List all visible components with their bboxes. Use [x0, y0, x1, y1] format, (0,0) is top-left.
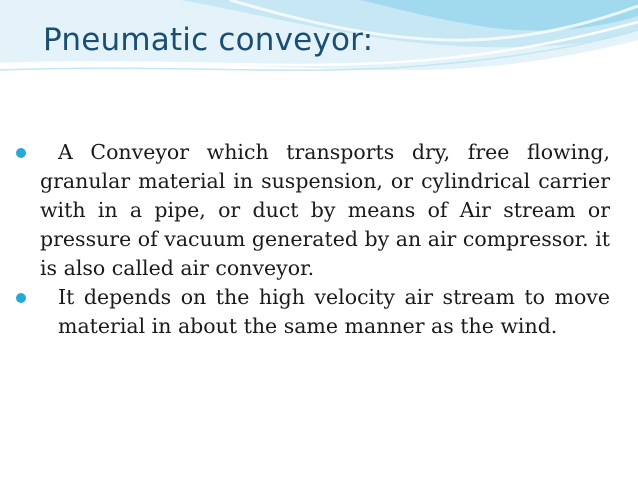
bullet-dot-icon	[16, 293, 26, 303]
bullet-text: A Conveyor which transports dry, free flowing, granular material in suspension, or cylindrical carrier with in a pipe, or duct by means of Air stream or pressure of vacuum generated by an air compressor. it is also called air conveyor.	[40, 140, 610, 280]
slide-title: Pneumatic conveyor:	[43, 22, 374, 58]
bullet-item	[16, 283, 610, 341]
bullet-item	[16, 138, 610, 283]
bullet-list	[16, 138, 610, 341]
bullet-dot-icon	[16, 148, 26, 158]
bullet-text: It depends on the high velocity air stream to move material in about the same manner as the wind.	[58, 285, 610, 338]
